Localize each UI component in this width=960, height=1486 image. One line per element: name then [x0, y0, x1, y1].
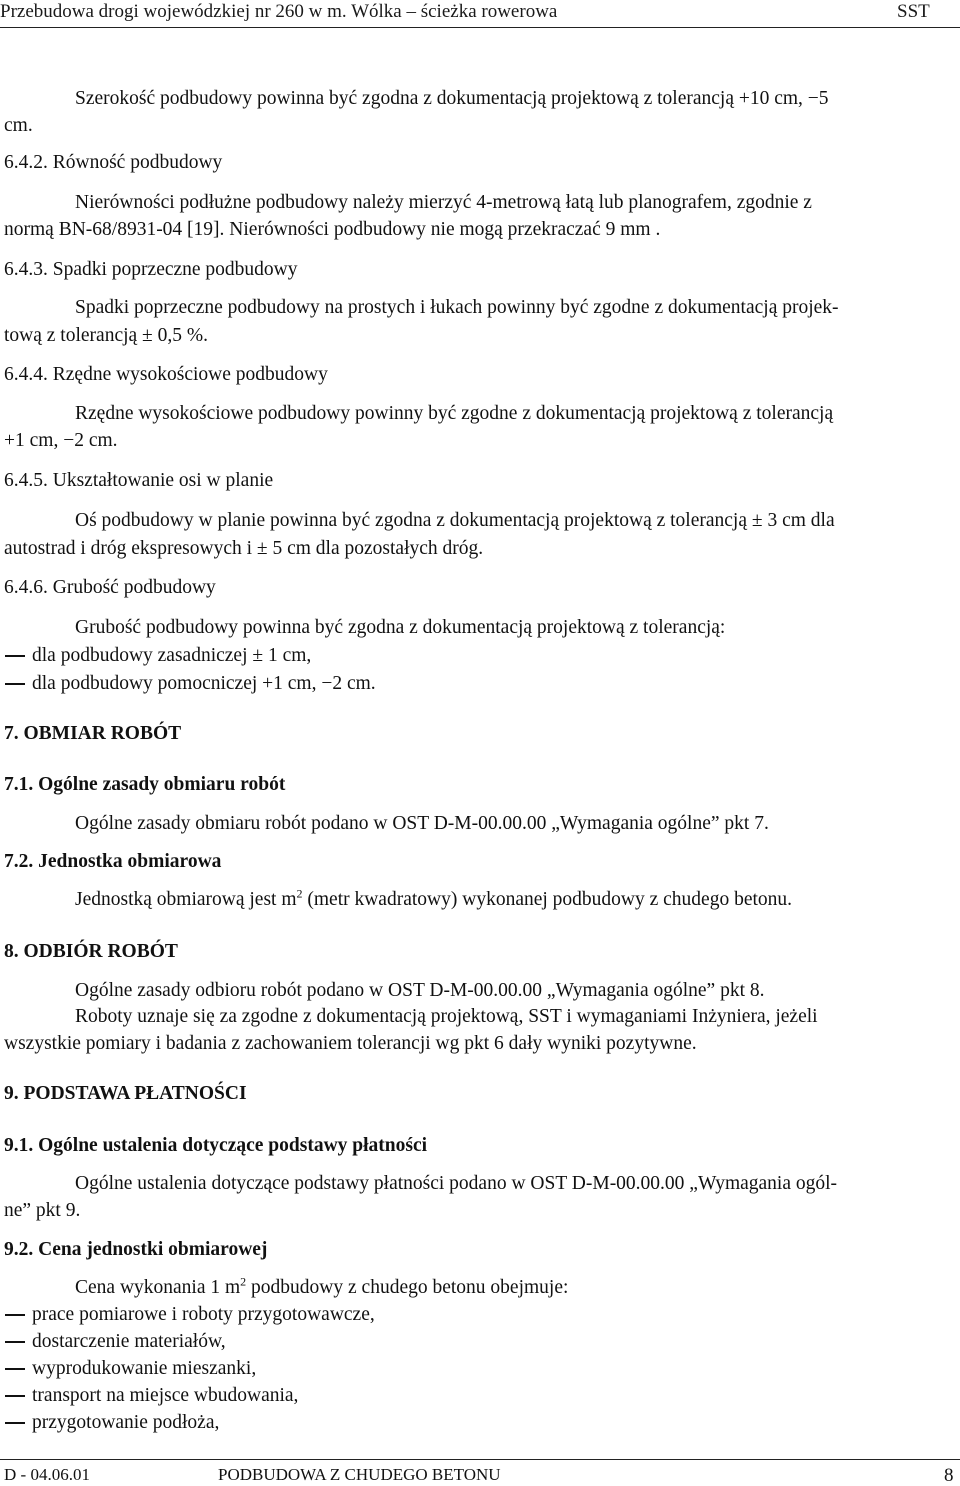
- footer-rule: [0, 1459, 960, 1460]
- text-run: Jednostką obmiarową jest m: [75, 889, 297, 910]
- paragraph-line: Grubość podbudowy powinna być zgodna z dokumentacją projektową z tolerancją:: [75, 617, 726, 638]
- section-heading: 9.2. Cena jednostki obmiarowej: [4, 1239, 268, 1260]
- list-bullet: [5, 1368, 25, 1370]
- list-item: wyprodukowanie mieszanki,: [32, 1358, 257, 1379]
- list-bullet: [5, 1314, 25, 1316]
- paragraph-line: [75, 886, 793, 910]
- paragraph-line: wszystkie pomiary i badania z zachowaniem tolerancji wg pkt 6 dały wyniki pozytywne.: [4, 1033, 697, 1054]
- section-heading: 9.1. Ogólne ustalenia dotyczące podstawy płatności: [4, 1135, 428, 1156]
- header-doc-type: SST: [897, 1, 930, 22]
- section-heading: 7.1. Ogólne zasady obmiaru robót: [4, 774, 286, 795]
- text-run: (metr kwadratowy) wykonanej podbudowy z chudego betonu.: [302, 889, 793, 910]
- list-bullet: [5, 1422, 25, 1424]
- paragraph-line: Spadki poprzeczne podbudowy na prostych i łukach powinny być zgodne z dokumentacją projek-: [75, 297, 839, 318]
- section-heading: 6.4.2. Równość podbudowy: [4, 152, 223, 173]
- header-rule: [0, 27, 960, 28]
- paragraph-line: Nierówności podłużne podbudowy należy mierzyć 4-metrową łatą lub planografem, zgodnie z: [75, 192, 812, 213]
- list-bullet: [5, 1341, 25, 1343]
- superscript: 2: [240, 1274, 247, 1289]
- list-item: dla podbudowy pomocniczej +1 cm, −2 cm.: [32, 673, 376, 694]
- text-run: Cena wykonania 1 m: [75, 1277, 241, 1298]
- paragraph-line: Oś podbudowy w planie powinna być zgodna z dokumentacją projektową z tolerancją ± 3 cm dla: [75, 510, 835, 531]
- section-heading: 7.2. Jednostka obmiarowa: [4, 851, 222, 872]
- superscript: 2: [296, 886, 303, 901]
- list-bullet: [5, 655, 25, 657]
- paragraph-line: +1 cm, −2 cm.: [4, 430, 118, 451]
- text-run: podbudowy z chudego betonu obejmuje:: [246, 1277, 569, 1298]
- section-heading: 6.4.3. Spadki poprzeczne podbudowy: [4, 259, 298, 280]
- paragraph-line: Ogólne zasady odbioru robót podano w OST D-M-00.00.00 „Wymagania ogólne” pkt 8.: [75, 980, 765, 1001]
- paragraph-line: Rzędne wysokościowe podbudowy powinny być zgodne z dokumentacją projektową z tolerancją: [75, 403, 834, 424]
- footer-doc-code: D - 04.06.01: [4, 1465, 90, 1484]
- page-number: 8: [944, 1465, 954, 1486]
- list-item: transport na miejsce wbudowania,: [32, 1385, 299, 1406]
- list-bullet: [5, 683, 25, 685]
- footer-doc-title: PODBUDOWA Z CHUDEGO BETONU: [218, 1465, 501, 1484]
- section-heading: 6.4.6. Grubość podbudowy: [4, 577, 216, 598]
- section-heading: 6.4.5. Ukształtowanie osi w planie: [4, 470, 274, 491]
- list-bullet: [5, 1395, 25, 1397]
- chapter-heading: 9. PODSTAWA PŁATNOŚCI: [4, 1083, 247, 1104]
- paragraph-line: Szerokość podbudowy powinna być zgodna z dokumentacją projektową z tolerancją +10 cm, −5: [75, 88, 829, 109]
- section-heading: 6.4.4. Rzędne wysokościowe podbudowy: [4, 364, 328, 385]
- header-title: Przebudowa drogi wojewódzkiej nr 260 w m. Wólka – ścieżka rowerowa: [0, 1, 558, 22]
- paragraph-line: ne” pkt 9.: [4, 1200, 81, 1221]
- paragraph-line: Roboty uznaje się za zgodne z dokumentacją projektową, SST i wymaganiami Inżyniera, jeżeli: [75, 1006, 818, 1027]
- list-item: dostarczenie materiałów,: [32, 1331, 226, 1352]
- paragraph-line: autostrad i dróg ekspresowych i ± 5 cm dla pozostałych dróg.: [4, 538, 484, 559]
- paragraph-line: [75, 1274, 569, 1298]
- chapter-heading: 7. OBMIAR ROBÓT: [4, 723, 182, 744]
- paragraph-line: cm.: [4, 115, 33, 136]
- paragraph-line: tową z tolerancją ± 0,5 %.: [4, 325, 208, 346]
- list-item: przygotowanie podłoża,: [32, 1412, 220, 1433]
- chapter-heading: 8. ODBIÓR ROBÓT: [4, 941, 178, 962]
- list-item: dla podbudowy zasadniczej ± 1 cm,: [32, 645, 312, 666]
- paragraph-line: normą BN-68/8931-04 [19]. Nierówności podbudowy nie mogą przekraczać 9 mm .: [4, 219, 661, 240]
- list-item: prace pomiarowe i roboty przygotowawcze,: [32, 1304, 375, 1325]
- paragraph-line: Ogólne zasady obmiaru robót podano w OST D-M-00.00.00 „Wymagania ogólne” pkt 7.: [75, 813, 769, 834]
- paragraph-line: Ogólne ustalenia dotyczące podstawy płatności podano w OST D-M-00.00.00 „Wymagania ogól-: [75, 1173, 838, 1194]
